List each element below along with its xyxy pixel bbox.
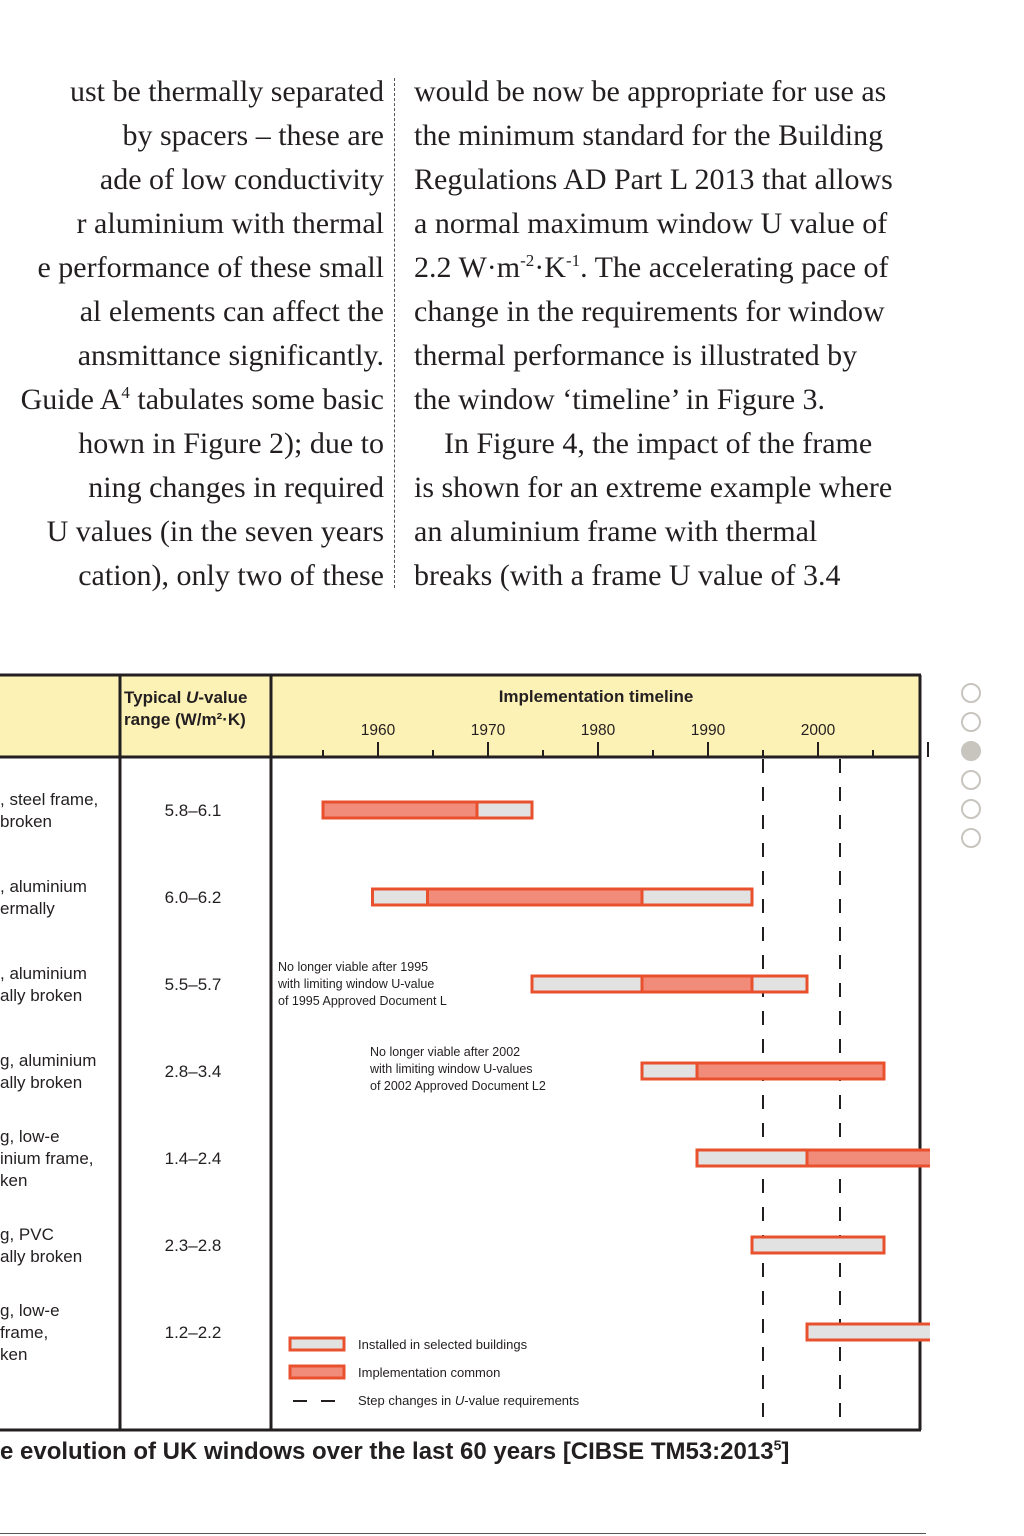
text-line: ansmittance significantly.: [77, 339, 384, 372]
figure-caption: [0, 1438, 1024, 1466]
text-segment: Guide A: [20, 383, 122, 416]
window-type-label: g, low-e: [0, 1127, 60, 1146]
legend: [290, 1337, 580, 1408]
bar-installed-selected: [532, 976, 642, 992]
bar-implementation-common: [807, 1150, 930, 1166]
text-line: hown in Figure 2); due to: [78, 427, 384, 460]
text-line: a normal maximum window U value of: [414, 207, 888, 240]
timeline-row: [0, 1225, 884, 1266]
legend-swatch-installed: [290, 1338, 344, 1350]
text-line: U values (in the seven years: [46, 515, 384, 548]
text-line: al elements can affect the: [79, 295, 384, 328]
window-type-label: , steel frame,: [0, 790, 99, 809]
text-segment: ·K: [534, 251, 566, 284]
legend-label-step: Step changes in U-value requirements: [358, 1393, 580, 1408]
text-line: the minimum standard for the Building: [414, 119, 884, 152]
window-timeline-figure: [0, 670, 930, 1435]
bar-installed-selected: [642, 889, 752, 905]
text-line: e performance of these small: [37, 251, 384, 284]
bar-installed-selected: [752, 1237, 884, 1253]
uvalue-range: 2.8–3.4: [164, 1062, 222, 1081]
page-nav-dots: [961, 683, 985, 857]
right-text-column: [414, 70, 954, 598]
text-segment: . The accelerating pace of: [580, 251, 889, 284]
window-type-label: , aluminium: [0, 964, 87, 983]
window-type-label: ken: [0, 1171, 28, 1190]
text-line: change in the requirements for window: [414, 295, 885, 328]
timeline-header: Implementation timeline: [498, 687, 694, 706]
year-label: 1980: [580, 722, 616, 739]
svg-text:No longer viable after 1995: No longer viable after 1995: [278, 960, 429, 974]
text-line: breaks (with a frame U value of 3.4: [414, 559, 841, 592]
svg-text:No longer viable after 2002: No longer viable after 2002: [370, 1045, 521, 1059]
text-segment: 2.2 W·m: [414, 251, 521, 284]
uvalue-range: 1.4–2.4: [164, 1149, 222, 1168]
caption-end: ]: [781, 1438, 790, 1465]
text-line: ust be thermally separated: [69, 75, 384, 108]
text-line: is shown for an extreme example where: [414, 471, 893, 504]
uvalue-range: 5.8–6.1: [164, 801, 222, 820]
year-label: 1960: [360, 722, 396, 739]
text-line: by spacers – these are: [122, 119, 384, 152]
legend-label-installed: Installed in selected buildings: [358, 1337, 528, 1352]
footer-rule: [0, 1533, 926, 1534]
uvalue-header-units: range (W/m²·K): [124, 710, 246, 729]
text-line: [414, 246, 954, 290]
text-line: ning changes in required: [88, 471, 384, 504]
window-type-label: , aluminium: [0, 877, 87, 896]
window-type-label: ermally: [0, 899, 55, 918]
column-divider: [394, 78, 395, 588]
window-type-label: ally broken: [0, 1247, 83, 1266]
window-type-label: g, PVC: [0, 1225, 54, 1244]
text-line: r aluminium with thermal: [76, 207, 384, 240]
text-line: an aluminium frame with thermal: [414, 515, 818, 548]
svg-text:of 2002 Approved Document L2: of 2002 Approved Document L2: [370, 1079, 546, 1093]
window-type-label: frame,: [0, 1323, 49, 1342]
uvalue-range: 5.5–5.7: [164, 975, 222, 994]
uvalue-range: 2.3–2.8: [164, 1236, 222, 1255]
nav-dot[interactable]: [961, 712, 981, 732]
timeline-row: [0, 790, 532, 831]
window-type-label: inium frame,: [0, 1149, 94, 1168]
timeline-row: [0, 1301, 930, 1364]
bar-implementation-common: [697, 1063, 884, 1079]
bar-implementation-common: [428, 889, 643, 905]
window-type-label: ken: [0, 1345, 28, 1364]
bar-installed-selected: [373, 889, 428, 905]
text-line: would be now be appropriate for use as: [414, 75, 887, 108]
bar-installed-selected: [697, 1150, 807, 1166]
exponent: -2: [520, 251, 535, 270]
svg-text:of 1995 Approved Document L: of 1995 Approved Document L: [278, 994, 447, 1008]
legend-swatch-common: [290, 1366, 344, 1378]
reference-superscript: 4: [121, 383, 130, 402]
nav-dot[interactable]: [961, 828, 981, 848]
bar-installed-selected: [477, 802, 532, 818]
note-1995: [277, 960, 447, 1008]
window-type-label: broken: [0, 812, 52, 831]
legend-label-common: Implementation common: [358, 1365, 501, 1380]
uvalue-range: 1.2–2.2: [164, 1323, 222, 1342]
caption-text: e evolution of UK windows over the last 60 years [CIBSE TM53:2013: [0, 1438, 774, 1465]
year-label: 1970: [470, 722, 506, 739]
text-line: the window ‘timeline’ in Figure 3.: [414, 383, 826, 416]
bar-implementation-common: [323, 802, 477, 818]
timeline-row: [0, 1127, 930, 1190]
nav-dot[interactable]: [961, 770, 981, 790]
window-type-label: ally broken: [0, 986, 83, 1005]
svg-text:with limiting window U-value: with limiting window U-value: [278, 977, 435, 991]
svg-text:with limiting window U-values: with limiting window U-values: [370, 1062, 533, 1076]
nav-dot[interactable]: [961, 799, 981, 819]
text-line: ade of low conductivity: [99, 163, 384, 196]
left-text-column: [0, 70, 384, 598]
uvalue-range: 6.0–6.2: [164, 888, 222, 907]
nav-dot[interactable]: [961, 683, 981, 703]
timeline-row: [0, 877, 752, 918]
window-type-label: g, low-e: [0, 1301, 60, 1320]
year-label: 2000: [800, 722, 836, 739]
exponent: -1: [565, 251, 581, 270]
window-type-label: ally broken: [0, 1073, 83, 1092]
nav-dot[interactable]: [961, 741, 981, 761]
uvalue-header: Typical U-value: [124, 688, 248, 707]
text-line: cation), only two of these: [78, 559, 384, 592]
caption-reference: 5: [773, 1437, 782, 1453]
text-line: Regulations AD Part L 2013 that allows: [414, 163, 893, 196]
window-type-label: g, aluminium: [0, 1051, 97, 1070]
bar-implementation-common: [642, 976, 752, 992]
bar-installed-selected: [752, 976, 807, 992]
text-segment: tabulates some basic: [129, 383, 384, 416]
text-line: In Figure 4, the impact of the frame: [444, 427, 873, 460]
bar-installed-selected: [642, 1063, 697, 1079]
year-label: 1990: [690, 722, 726, 739]
bar-installed-selected: [807, 1324, 930, 1340]
timeline-rows: [0, 790, 930, 1364]
text-line: thermal performance is illustrated by: [414, 339, 858, 372]
text-line: [0, 378, 384, 422]
note-2002: [369, 1045, 546, 1093]
